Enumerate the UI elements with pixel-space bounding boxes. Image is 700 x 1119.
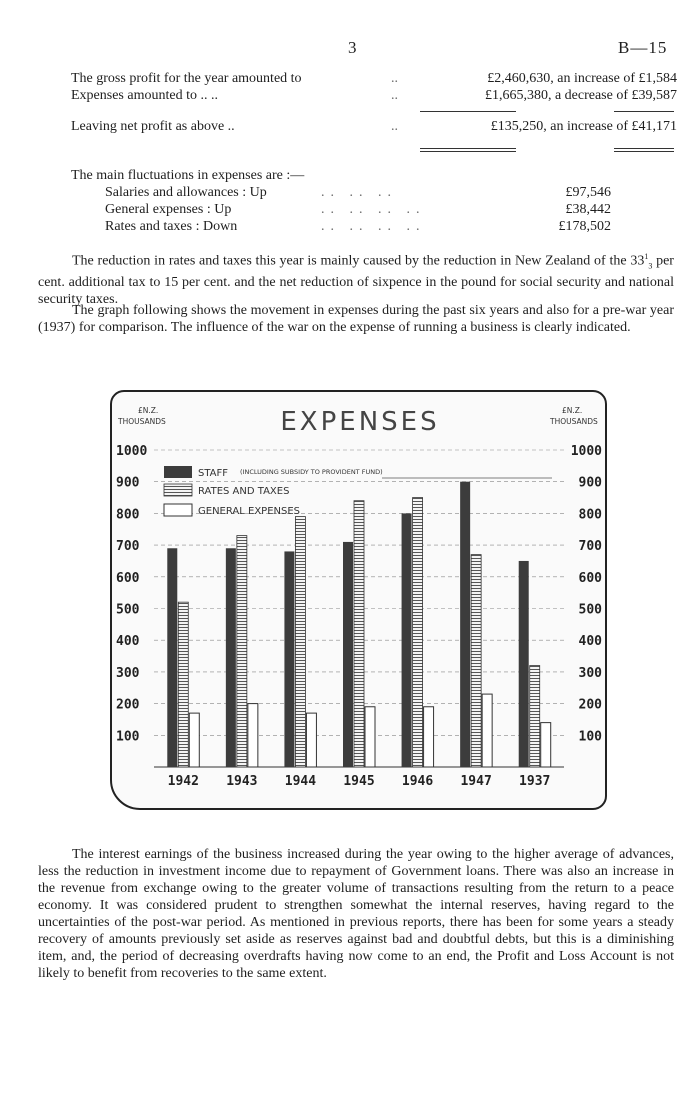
graph-intro-paragraph: The graph following shows the movement in expenses during the past six years and also for a pre-war year (1937) for comparison. The influence of the war on the expense of running a business is clearly indicated. [38, 303, 674, 335]
bar-general-expenses [306, 713, 316, 767]
y-tick-left: 400 [116, 634, 140, 650]
y-tick-left: 700 [116, 539, 140, 555]
page-reference: B—15 [618, 38, 668, 57]
bar-rates-and-taxes [237, 536, 247, 767]
fluctuations-heading: The main fluctuations in expenses are :— [71, 168, 305, 183]
y-tick-right: 800 [578, 507, 602, 523]
bar-staff [284, 551, 294, 767]
y-tick-right: 700 [578, 539, 602, 555]
fluctuation-label: General expenses : Up [105, 202, 232, 217]
y-tick-left: 800 [116, 507, 140, 523]
leader-dots: .. .. .. .. [321, 219, 426, 234]
gross-profit-label: The gross profit for the year amounted to [71, 71, 302, 86]
bar-staff [519, 561, 529, 767]
x-category-label: 1946 [401, 774, 434, 789]
y-tick-left: 900 [116, 475, 140, 491]
bar-staff [460, 482, 470, 767]
y-tick-right: 300 [578, 665, 602, 681]
net-profit-label: Leaving net profit as above .. [71, 119, 235, 134]
expense-fluctuations [71, 167, 611, 235]
legend-staff-note: (INCLUDING SUBSIDY TO PROVIDENT FUND) [240, 468, 383, 476]
net-profit-amount: £135,250, an increase of £41,171 [490, 119, 677, 134]
leader-dots: .. [391, 88, 398, 103]
sum-rule-upper [420, 111, 516, 112]
legend-swatch-rates [164, 484, 192, 496]
unit-left-currency: £N.Z. [138, 406, 159, 415]
y-tick-left: 500 [116, 602, 140, 618]
y-tick-right: 900 [578, 475, 602, 491]
gross-profit-row [71, 70, 677, 87]
legend-swatch-staff [164, 466, 192, 478]
bar-rates-and-taxes [471, 555, 481, 767]
legend-staff-label: STAFF [198, 468, 229, 479]
y-tick-left: 300 [116, 665, 140, 681]
bar-rates-and-taxes [413, 498, 423, 767]
unit-left-thousands: THOUSANDS [118, 417, 166, 426]
page-number: 3 [348, 38, 357, 57]
chart-title: EXPENSES [280, 407, 440, 437]
bar-staff [402, 513, 412, 767]
unit-right-thousands: THOUSANDS [550, 417, 598, 426]
bar-general-expenses [365, 707, 375, 767]
sum-rule-lower-right-2 [614, 151, 674, 152]
interest-earnings-paragraph: The interest earnings of the business increased during the year owing to the higher average of advances, less the reduction in investment income due to repayment of Government loans. There was also an increase in the revenue from exchange owing to the greater volume of transactions resulting from the return to a peace economy. It was considered prudent to strengthen somewhat the internal reserves, having regard to the uncertainties of the post-war period. As mentioned in previous reports, there has been for some years a steady recovery of amounts previously set aside as reserves against bad and doubtful debts, but this is a diminishing item, and, the period of decreasing overdrafts having now come to an end, the Profit and Loss Account is not likely to benefit from recoveries to the same extent. [38, 847, 674, 981]
bar-rates-and-taxes [530, 666, 540, 767]
expenses-chart [110, 390, 607, 810]
bar-general-expenses [248, 704, 258, 767]
fluctuation-amount: £178,502 [558, 219, 611, 234]
fluctuation-label: Salaries and allowances : Up [105, 185, 267, 200]
y-tick-right: 1000 [570, 444, 602, 459]
rates-taxes-paragraph: The reduction in rates and taxes this year is mainly caused by the reduction in New Zealand of the $33^1_3$ per cent. additional tax to 15 per cent. and the net reduction of sixpence in the pound for social security and national security taxes. [38, 252, 674, 308]
bar-general-expenses [541, 723, 551, 767]
x-category-label: 1943 [226, 774, 258, 789]
bar-general-expenses [189, 713, 199, 767]
financial-summary [71, 70, 677, 135]
fraction-numerator: 1 [644, 252, 649, 261]
net-profit-row [71, 118, 677, 135]
sum-rule-lower-2 [420, 151, 516, 152]
y-tick-left: 600 [116, 570, 140, 586]
expenses-chart-svg [112, 392, 609, 812]
x-category-label: 1937 [519, 774, 551, 789]
legend-general-label: GENERAL EXPENSES [198, 506, 301, 517]
fluctuation-general [71, 201, 611, 218]
expenses-label: Expenses amounted to .. .. [71, 88, 218, 103]
fluctuation-rates [71, 218, 611, 235]
fluctuation-amount: £97,546 [565, 185, 611, 200]
x-category-label: 1947 [460, 774, 492, 789]
y-tick-left: 100 [116, 729, 140, 745]
bar-rates-and-taxes [354, 501, 364, 767]
leader-dots: .. .. .. .. [321, 202, 426, 217]
bar-staff [167, 548, 177, 767]
y-tick-right: 400 [578, 634, 602, 650]
y-tick-right: 500 [578, 602, 602, 618]
fluctuation-salaries [71, 184, 611, 201]
leader-dots: .. [391, 119, 398, 134]
x-category-label: 1942 [167, 774, 199, 789]
bar-rates-and-taxes [178, 602, 188, 767]
gross-profit-amount: £2,460,630, an increase of £1,584 [487, 71, 677, 86]
fraction-denominator: 3 [648, 261, 653, 271]
fluctuation-label: Rates and taxes : Down [105, 219, 238, 234]
y-tick-right: 200 [578, 697, 602, 713]
bar-general-expenses [424, 707, 434, 767]
sum-rule-lower [420, 148, 516, 149]
bar-rates-and-taxes [295, 517, 305, 767]
legend-rates-label: RATES AND TAXES [198, 486, 290, 497]
expenses-row [71, 87, 677, 104]
y-tick-right: 600 [578, 570, 602, 586]
unit-right-currency: £N.Z. [562, 406, 583, 415]
y-tick-left: 200 [116, 697, 140, 713]
y-tick-left: 1000 [116, 444, 148, 459]
sum-rule-lower-right [614, 148, 674, 149]
fluctuation-amount: £38,442 [565, 202, 611, 217]
bar-staff [226, 548, 236, 767]
leader-dots: .. .. .. [321, 185, 397, 200]
bar-staff [343, 542, 353, 767]
x-category-label: 1944 [284, 774, 317, 789]
bar-general-expenses [482, 694, 492, 767]
leader-dots: .. [391, 71, 398, 86]
x-category-label: 1945 [343, 774, 375, 789]
legend-swatch-general [164, 504, 192, 516]
expenses-amount: £1,665,380, a decrease of £39,587 [484, 88, 677, 103]
y-tick-right: 100 [578, 729, 602, 745]
sum-rule-upper-right [614, 111, 674, 112]
